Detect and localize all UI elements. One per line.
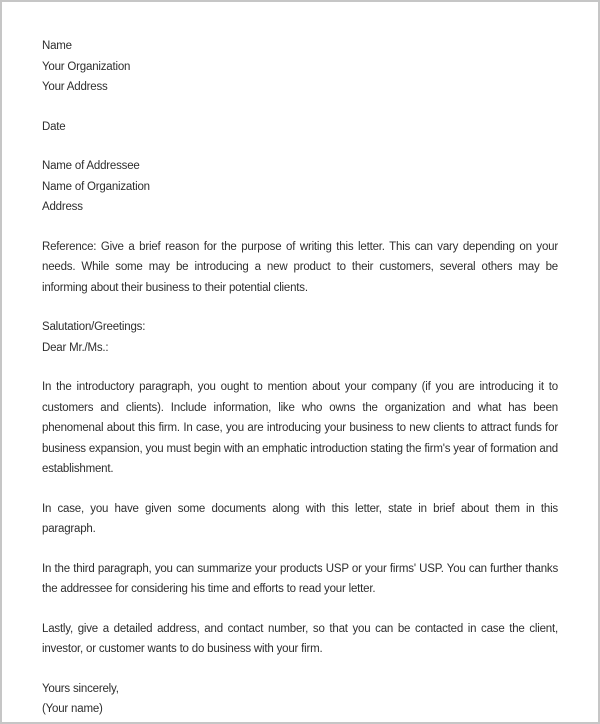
body-paragraph-summary: In the third paragraph, you can summarize your products USP or your firms' USP. You can further thanks the addressee for considering his time and efforts to read your letter. (42, 562, 558, 595)
salutation-block (42, 317, 558, 358)
date-line: Date (42, 120, 66, 133)
reference-paragraph: Reference: Give a brief reason for the purpose of writing this letter. This can vary depending on your needs. While some may be introducing a new product to their customers, several others may be informing about their business to their potential clients. (42, 240, 558, 294)
body-paragraph-contact: Lastly, give a detailed address, and contact number, so that you can be contacted in case the client, investor, or customer wants to do business with your firm. (42, 622, 558, 655)
sender-address: Your Address (42, 81, 108, 93)
recipient-name: Name of Addressee (42, 160, 140, 172)
sender-address-block (42, 36, 558, 98)
body-paragraph-documents: In case, you have given some documents along with this letter, state in brief about them in this paragraph. (42, 502, 558, 535)
sender-name: Name (42, 40, 72, 52)
recipient-address-block (42, 156, 558, 218)
salutation-line: Dear Mr./Ms.: (42, 341, 109, 354)
salutation-label: Salutation/Greetings: (42, 321, 146, 333)
recipient-address: Address (42, 201, 83, 213)
closing-block (42, 679, 558, 720)
signature-line: (Your name) (42, 703, 103, 715)
date-block (42, 117, 558, 138)
recipient-organization: Name of Organization (42, 180, 150, 193)
body-paragraph-intro: In the introductory paragraph, you ought to mention about your company (if you are introducing it to customers and clients). Include information, like who owns the organization and what has been phenomenal about this firm. In case, you are introducing your business to new clients to attract funds for business expansion, you must begin with an emphatic introduction stating the firm's year of formation and establishment. (42, 381, 558, 475)
closing-line: Yours sincerely, (42, 682, 119, 695)
sender-organization: Your Organization (42, 60, 131, 73)
